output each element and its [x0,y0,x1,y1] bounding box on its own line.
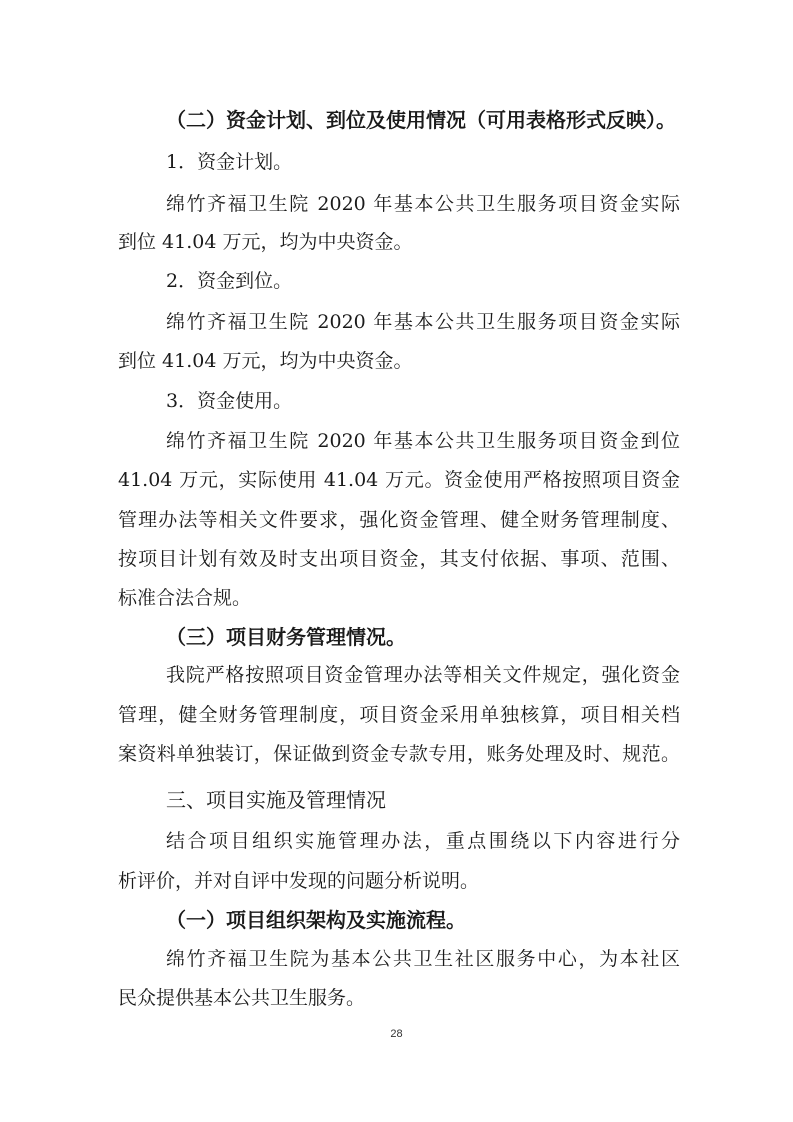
paragraph-line: 绵竹齐福卫生院 2020 年基本公共卫生服务项目资金实际 [166,193,680,215]
paragraph-line: 到位 41.04 万元，均为中央资金。 [118,350,413,372]
paragraph-line: 我院严格按照项目资金管理办法等相关文件规定，强化资金 [166,664,680,686]
paragraph-line: 绵竹齐福卫生院为基本公共卫生社区服务中心，为本社区 [166,948,680,970]
chapter-heading-implementation: 三、项目实施及管理情况 [166,788,386,812]
paragraph-line: 绵竹齐福卫生院 2020 年基本公共卫生服务项目资金实际 [166,311,680,333]
paragraph-line: 结合项目组织实施管理办法，重点围绕以下内容进行分 [166,830,680,852]
page-number: 28 [390,1028,403,1040]
paragraph-line: 管理，健全财务管理制度，项目资金采用单独核算，项目相关档 [118,704,680,726]
subheading-funds-plan: 1．资金计划。 [166,151,293,173]
paragraph-line: 标准合法合规。 [118,587,252,609]
paragraph-line: 析评价，并对自评中发现的问题分析说明。 [118,870,480,892]
subheading-funds-arrival: 2．资金到位。 [166,270,293,292]
paragraph-line: 管理办法等相关文件要求，强化资金管理、健全财务管理制度、 [118,509,680,531]
paragraph-line: 绵竹齐福卫生院 2020 年基本公共卫生服务项目资金到位 [166,430,680,452]
paragraph-line: 案资料单独装订，保证做到资金专款专用，账务处理及时、规范。 [118,743,680,765]
section-heading-organization: （一）项目组织架构及实施流程。 [166,908,466,932]
paragraph-line: 41.04 万元，实际使用 41.04 万元。资金使用严格按照项目资金 [118,469,680,491]
paragraph-line: 民众提供基本公共卫生服务。 [118,987,366,1009]
paragraph-line: 到位 41.04 万元，均为中央资金。 [118,231,413,253]
paragraph-line: 按项目计划有效及时支出项目资金，其支付依据、事项、范围、 [118,548,680,570]
subheading-funds-usage: 3．资金使用。 [166,390,293,412]
section-heading-funds-plan: （二）资金计划、到位及使用情况（可用表格形式反映）。 [166,108,676,132]
section-heading-financial-management: （三）项目财务管理情况。 [166,625,406,649]
